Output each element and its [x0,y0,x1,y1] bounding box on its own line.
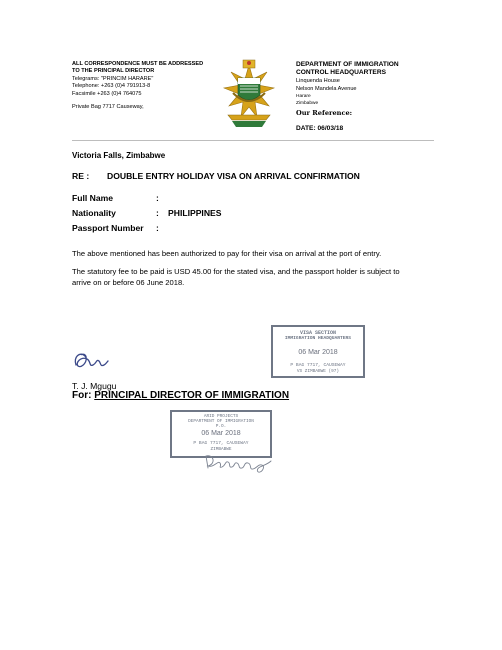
signature-mgugu [70,347,110,375]
letterhead-left [72,61,222,111]
address-city: Harare [296,94,311,99]
place-line: Victoria Falls, Zimbabwe [72,151,166,160]
stamp-line: P.O. [215,424,227,429]
signer-name: T. J. Mgugu [72,381,117,391]
department-line-1: DEPARTMENT OF IMMIGRATION [296,61,399,68]
letterhead-right [296,61,436,134]
fee-paragraph: The statutory fee to be paid is USD 45.00 for the stated visa, and the passport holder is subject to arrive on or before 06 June 2018. [72,267,400,287]
field-label-passport-number: Passport Number [72,223,144,233]
coat-of-arms-emblem [222,57,276,147]
stamp-line: P BAG 7717, CAUSEWAY [290,363,346,368]
address-country: Zimbabwe [296,101,319,106]
address-line-1: Linquenda House [296,78,340,84]
stamp-line: P BAG 7717, CAUSEWAY [193,441,249,446]
address-line-2: Nelson Mandela Avenue [296,86,357,92]
stamp-signature [200,450,274,474]
field-colon: : [156,193,159,203]
authorization-paragraph: The above mentioned has been authorized to pay for their visa on arrival at the port of entry. [72,249,382,258]
field-value-nationality: PHILIPPINES [168,208,222,218]
stamp-line: DEPARTMENT OF IMMIGRATION [188,419,254,424]
visa-section-stamp [271,325,365,378]
signatory-title [72,390,289,401]
facsimile: Facsimile +263 (0)4 764075 [72,90,142,97]
stamp-line: VISA SECTION [299,330,336,336]
principal-director-title: PRINCIPAL DIRECTOR OF IMMIGRATION [94,390,290,401]
field-colon: : [156,208,159,218]
field-label-nationality: Nationality [72,208,116,218]
telegrams: Telegrams: "PRINCIM HARARE" [72,75,154,82]
subject-line: DOUBLE ENTRY HOLIDAY VISA ON ARRIVAL CONFIRMATION [107,171,360,181]
for-label: For: [72,390,92,401]
stamp-line: VS ZIMBABWE (97) [296,369,340,374]
department-line-2: CONTROL HEADQUARTERS [296,69,386,76]
telephone: Telephone: +263 (0)4 791913-8 [72,83,151,90]
stamp-line: ARID PROJECTS [203,414,239,419]
our-reference: Our Reference: [296,109,353,117]
field-colon: : [156,223,159,233]
stamp-date: 06 Mar 2018 [201,430,241,437]
private-bag: Private Bag 7717 Causeway, [72,104,144,111]
stamp-date: 06 Mar 2018 [298,349,338,356]
correspondence-line-2: TO THE PRINCIPAL DIRECTOR [72,68,155,75]
letter-date: DATE: 06/03/18 [296,125,344,132]
stamp-line: IMMIGRATION HEADQUARTERS [284,336,352,341]
correspondence-line-1: ALL CORRESPONDENCE MUST BE ADDRESSED [72,61,204,67]
field-label-full-name: Full Name [72,193,114,203]
stamp-line: ZIMBABWE [210,447,232,452]
header-divider [72,140,434,141]
re-label: RE : [72,171,90,181]
